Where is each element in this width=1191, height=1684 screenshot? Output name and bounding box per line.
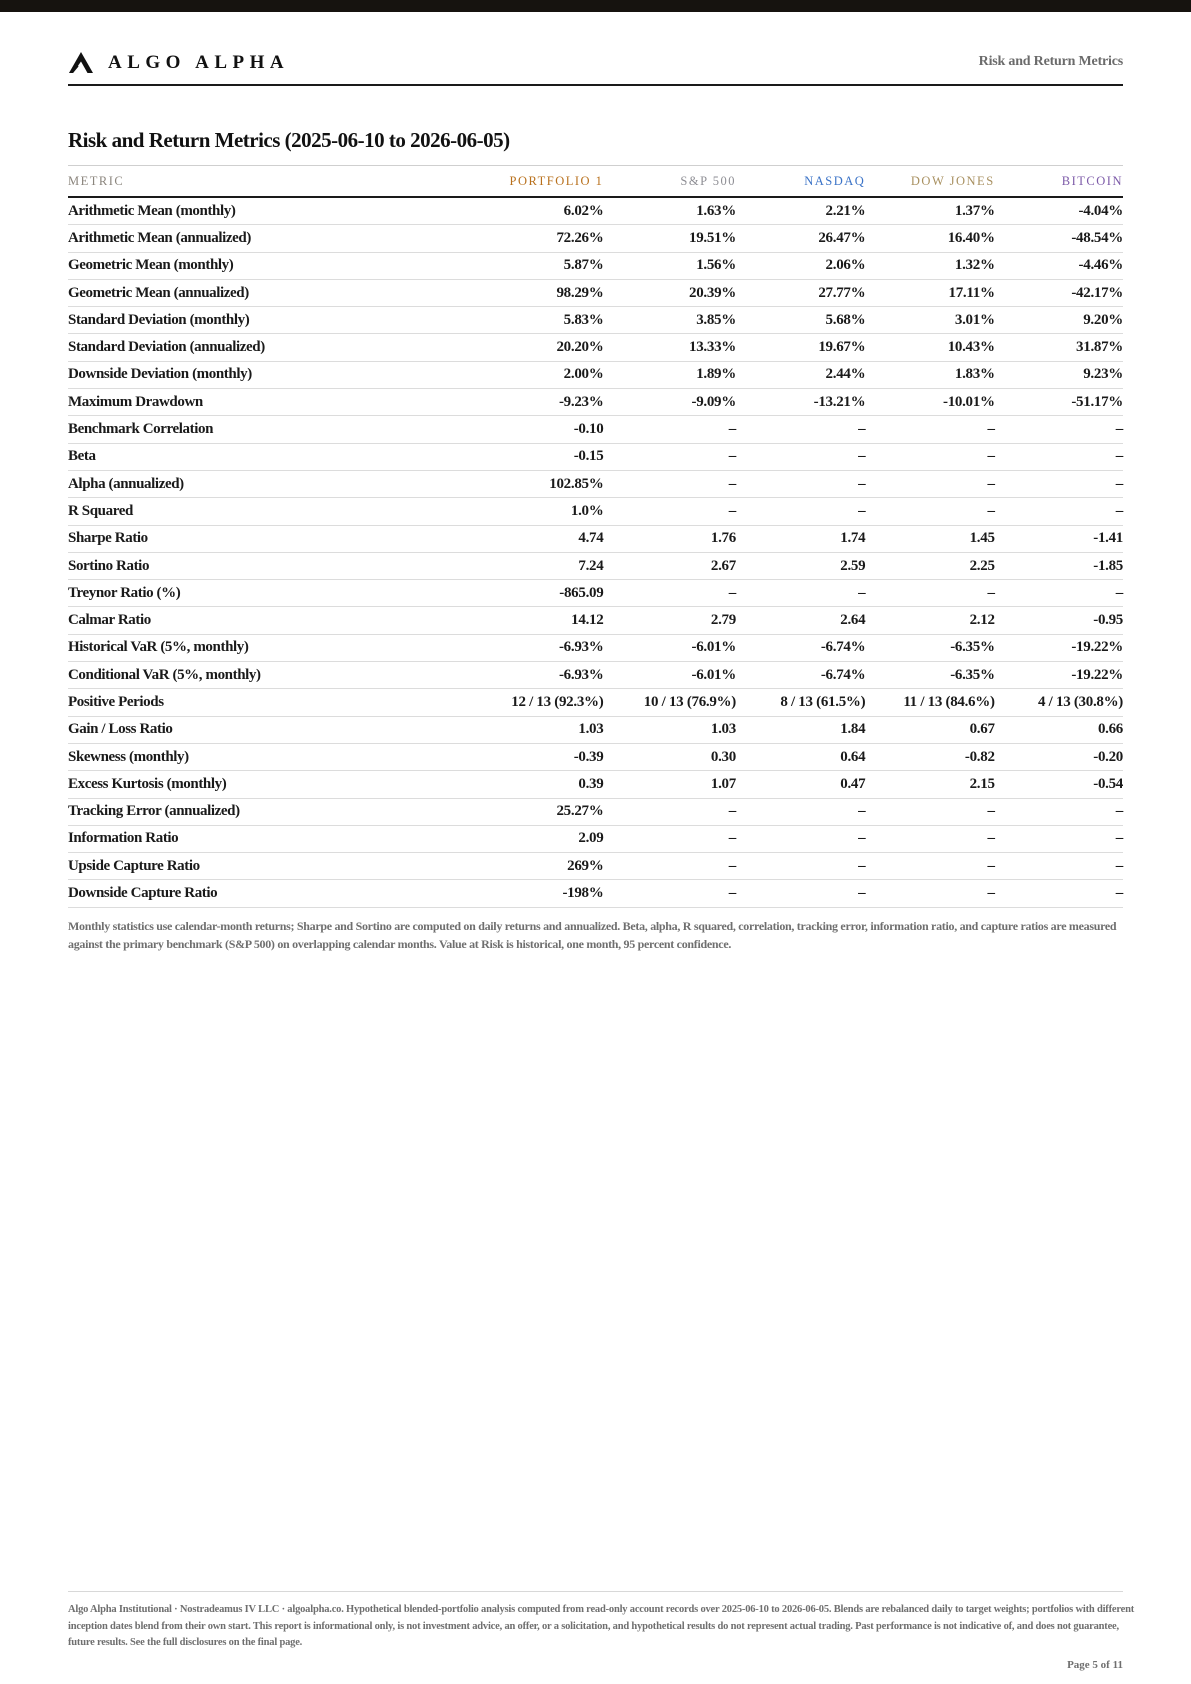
cell-dow-jones: – (865, 880, 994, 907)
metrics-table (68, 165, 1123, 908)
cell-bitcoin: -19.22% (995, 634, 1123, 661)
cell-bitcoin: -1.41 (995, 525, 1123, 552)
column-header-dow-jones: DOW JONES (865, 166, 994, 198)
cell-bitcoin: -51.17% (995, 389, 1123, 416)
cell-nasdaq: – (736, 825, 865, 852)
cell-sp500: 1.63% (603, 197, 736, 225)
cell-dow-jones: 1.45 (865, 525, 994, 552)
table-row (68, 307, 1123, 334)
metric-label: Sharpe Ratio (68, 525, 471, 552)
table-row (68, 225, 1123, 252)
cell-sp500: -9.09% (603, 389, 736, 416)
cell-portfolio-1: -0.39 (471, 743, 604, 770)
metric-label: Downside Deviation (monthly) (68, 361, 471, 388)
cell-bitcoin: 31.87% (995, 334, 1123, 361)
column-header-metric: METRIC (68, 166, 471, 198)
metric-label: Gain / Loss Ratio (68, 716, 471, 743)
cell-nasdaq: 8 / 13 (61.5%) (736, 689, 865, 716)
cell-dow-jones: 10.43% (865, 334, 994, 361)
table-row (68, 416, 1123, 443)
table-row (68, 798, 1123, 825)
cell-sp500: 2.79 (603, 607, 736, 634)
cell-sp500: – (603, 443, 736, 470)
cell-portfolio-1: 1.03 (471, 716, 604, 743)
metric-label: Alpha (annualized) (68, 470, 471, 497)
cell-bitcoin: – (995, 880, 1123, 907)
brand-logo (68, 50, 289, 76)
table-row (68, 197, 1123, 225)
cell-sp500: – (603, 416, 736, 443)
metric-label: Upside Capture Ratio (68, 853, 471, 880)
algo-alpha-logo-icon (68, 51, 94, 75)
metric-label: R Squared (68, 498, 471, 525)
cell-portfolio-1: 5.83% (471, 307, 604, 334)
metric-label: Skewness (monthly) (68, 743, 471, 770)
cell-dow-jones: – (865, 498, 994, 525)
cell-bitcoin: 0.66 (995, 716, 1123, 743)
table-row (68, 443, 1123, 470)
table-row (68, 361, 1123, 388)
metric-label: Treynor Ratio (%) (68, 580, 471, 607)
column-header-portfolio-1: PORTFOLIO 1 (471, 166, 604, 198)
cell-nasdaq: 1.84 (736, 716, 865, 743)
cell-bitcoin: -48.54% (995, 225, 1123, 252)
table-row (68, 470, 1123, 497)
cell-bitcoin: – (995, 416, 1123, 443)
table-row (68, 716, 1123, 743)
metric-label: Downside Capture Ratio (68, 880, 471, 907)
cell-portfolio-1: 2.09 (471, 825, 604, 852)
cell-sp500: 13.33% (603, 334, 736, 361)
table-row (68, 634, 1123, 661)
cell-portfolio-1: 0.39 (471, 771, 604, 798)
table-row (68, 552, 1123, 579)
cell-portfolio-1: 5.87% (471, 252, 604, 279)
table-row (68, 771, 1123, 798)
cell-bitcoin: 9.23% (995, 361, 1123, 388)
cell-nasdaq: 26.47% (736, 225, 865, 252)
table-row (68, 880, 1123, 907)
cell-nasdaq: – (736, 443, 865, 470)
cell-bitcoin: -0.54 (995, 771, 1123, 798)
cell-bitcoin: – (995, 443, 1123, 470)
metric-label: Maximum Drawdown (68, 389, 471, 416)
metric-label: Standard Deviation (monthly) (68, 307, 471, 334)
cell-portfolio-1: 98.29% (471, 279, 604, 306)
table-row (68, 525, 1123, 552)
cell-nasdaq: -13.21% (736, 389, 865, 416)
table-row (68, 825, 1123, 852)
footer-disclaimer: Algo Alpha Institutional · Nostradeamus IV LLC · algoalpha.co. Hypothetical blended-portfolio analysis computed from read-only account records over 2025-06-10 to 2026-06-05. Blends are rebalanced daily to target weights; portfolios with different inception dates blend from their own start. This report is informational only, is not investment advice, an offer, or a solicitation, and hypothetical results do not represent actual trading. Past performance is not indicative of, and does not guarantee, future results. See the full disclosures on the final page. (68, 1604, 1135, 1648)
cell-dow-jones: -10.01% (865, 389, 994, 416)
table-row (68, 689, 1123, 716)
cell-dow-jones: -6.35% (865, 662, 994, 689)
cell-nasdaq: 27.77% (736, 279, 865, 306)
cell-portfolio-1: 4.74 (471, 525, 604, 552)
cell-portfolio-1: 7.24 (471, 552, 604, 579)
cell-portfolio-1: 1.0% (471, 498, 604, 525)
cell-sp500: 1.76 (603, 525, 736, 552)
cell-portfolio-1: 20.20% (471, 334, 604, 361)
cell-nasdaq: 2.44% (736, 361, 865, 388)
metric-label: Positive Periods (68, 689, 471, 716)
cell-portfolio-1: 2.00% (471, 361, 604, 388)
table-row (68, 498, 1123, 525)
cell-bitcoin: – (995, 470, 1123, 497)
table-row (68, 252, 1123, 279)
cell-dow-jones: 0.67 (865, 716, 994, 743)
cell-dow-jones: – (865, 580, 994, 607)
table-row (68, 334, 1123, 361)
cell-dow-jones: – (865, 825, 994, 852)
cell-sp500: 1.03 (603, 716, 736, 743)
cell-nasdaq: -6.74% (736, 634, 865, 661)
cell-nasdaq: 2.64 (736, 607, 865, 634)
cell-sp500: 10 / 13 (76.9%) (603, 689, 736, 716)
cell-portfolio-1: 12 / 13 (92.3%) (471, 689, 604, 716)
footer-divider (68, 1591, 1123, 1592)
cell-dow-jones: -0.82 (865, 743, 994, 770)
cell-bitcoin: – (995, 580, 1123, 607)
header-section-title: Risk and Return Metrics (978, 54, 1123, 69)
cell-portfolio-1: 14.12 (471, 607, 604, 634)
cell-dow-jones: 1.37% (865, 197, 994, 225)
cell-nasdaq: – (736, 798, 865, 825)
cell-portfolio-1: -6.93% (471, 662, 604, 689)
cell-nasdaq: – (736, 416, 865, 443)
cell-dow-jones: – (865, 798, 994, 825)
cell-bitcoin: -1.85 (995, 552, 1123, 579)
cell-bitcoin: – (995, 798, 1123, 825)
metric-label: Excess Kurtosis (monthly) (68, 771, 471, 798)
cell-nasdaq: – (736, 880, 865, 907)
table-row (68, 389, 1123, 416)
cell-portfolio-1: -865.09 (471, 580, 604, 607)
table-row (68, 607, 1123, 634)
metric-label: Benchmark Correlation (68, 416, 471, 443)
cell-nasdaq: 2.59 (736, 552, 865, 579)
cell-nasdaq: -6.74% (736, 662, 865, 689)
cell-bitcoin: – (995, 825, 1123, 852)
cell-dow-jones: – (865, 416, 994, 443)
cell-nasdaq: 1.74 (736, 525, 865, 552)
cell-bitcoin: -4.04% (995, 197, 1123, 225)
table-row (68, 853, 1123, 880)
cell-portfolio-1: 102.85% (471, 470, 604, 497)
metric-label: Sortino Ratio (68, 552, 471, 579)
cell-bitcoin: 4 / 13 (30.8%) (995, 689, 1123, 716)
cell-sp500: 19.51% (603, 225, 736, 252)
table-header-row (68, 166, 1123, 198)
cell-nasdaq: – (736, 853, 865, 880)
table-row (68, 743, 1123, 770)
column-header-bitcoin: BITCOIN (995, 166, 1123, 198)
table-row (68, 580, 1123, 607)
cell-dow-jones: 2.15 (865, 771, 994, 798)
cell-nasdaq: 0.47 (736, 771, 865, 798)
metric-label: Geometric Mean (monthly) (68, 252, 471, 279)
cell-portfolio-1: -6.93% (471, 634, 604, 661)
metric-label: Conditional VaR (5%, monthly) (68, 662, 471, 689)
brand-name: ALGO ALPHA (108, 52, 290, 73)
cell-nasdaq: – (736, 580, 865, 607)
metrics-table-body (68, 197, 1123, 907)
cell-sp500: 1.89% (603, 361, 736, 388)
metric-label: Information Ratio (68, 825, 471, 852)
cell-nasdaq: 0.64 (736, 743, 865, 770)
cell-portfolio-1: -198% (471, 880, 604, 907)
top-bar (0, 0, 1191, 12)
cell-bitcoin: – (995, 853, 1123, 880)
cell-sp500: 0.30 (603, 743, 736, 770)
cell-bitcoin: 9.20% (995, 307, 1123, 334)
cell-dow-jones: 1.83% (865, 361, 994, 388)
cell-dow-jones: – (865, 470, 994, 497)
cell-sp500: 20.39% (603, 279, 736, 306)
cell-dow-jones: – (865, 853, 994, 880)
cell-dow-jones: 11 / 13 (84.6%) (865, 689, 994, 716)
cell-nasdaq: – (736, 470, 865, 497)
page-number: Page 5 of 11 (1067, 1659, 1123, 1671)
cell-sp500: – (603, 853, 736, 880)
cell-sp500: – (603, 580, 736, 607)
metric-label: Calmar Ratio (68, 607, 471, 634)
metric-label: Arithmetic Mean (annualized) (68, 225, 471, 252)
metric-label: Tracking Error (annualized) (68, 798, 471, 825)
cell-nasdaq: 19.67% (736, 334, 865, 361)
cell-bitcoin: -0.95 (995, 607, 1123, 634)
cell-nasdaq: – (736, 498, 865, 525)
cell-dow-jones: 2.25 (865, 552, 994, 579)
cell-sp500: -6.01% (603, 662, 736, 689)
cell-bitcoin: -42.17% (995, 279, 1123, 306)
cell-sp500: – (603, 798, 736, 825)
cell-dow-jones: 17.11% (865, 279, 994, 306)
cell-bitcoin: -4.46% (995, 252, 1123, 279)
cell-sp500: – (603, 470, 736, 497)
cell-portfolio-1: -0.15 (471, 443, 604, 470)
metric-label: Geometric Mean (annualized) (68, 279, 471, 306)
cell-bitcoin: -0.20 (995, 743, 1123, 770)
cell-sp500: – (603, 880, 736, 907)
metric-label: Beta (68, 443, 471, 470)
cell-dow-jones: -6.35% (865, 634, 994, 661)
methodology-note: Monthly statistics use calendar-month returns; Sharpe and Sortino are computed on daily returns and annualized. Beta, alpha, R squared, correlation, tracking error, information ratio, and capture ratios are measured against the primary benchmark (S&P 500) on overlapping calendar months. Value at Risk is historical, one month, 95 percent confidence. (68, 919, 1117, 951)
cell-portfolio-1: -0.10 (471, 416, 604, 443)
cell-dow-jones: 3.01% (865, 307, 994, 334)
cell-sp500: 1.07 (603, 771, 736, 798)
cell-dow-jones: 16.40% (865, 225, 994, 252)
cell-nasdaq: 5.68% (736, 307, 865, 334)
column-header-sp500: S&P 500 (603, 166, 736, 198)
table-row (68, 662, 1123, 689)
cell-portfolio-1: 25.27% (471, 798, 604, 825)
cell-sp500: 3.85% (603, 307, 736, 334)
cell-sp500: – (603, 825, 736, 852)
page-header (68, 48, 1123, 86)
cell-nasdaq: 2.21% (736, 197, 865, 225)
column-header-nasdaq: NASDAQ (736, 166, 865, 198)
cell-portfolio-1: 72.26% (471, 225, 604, 252)
cell-sp500: – (603, 498, 736, 525)
page-title: Risk and Return Metrics (2025-06-10 to 2026-06-05) (68, 128, 510, 152)
metric-label: Arithmetic Mean (monthly) (68, 197, 471, 225)
cell-sp500: -6.01% (603, 634, 736, 661)
cell-bitcoin: – (995, 498, 1123, 525)
cell-dow-jones: – (865, 443, 994, 470)
metric-label: Standard Deviation (annualized) (68, 334, 471, 361)
cell-nasdaq: 2.06% (736, 252, 865, 279)
cell-bitcoin: -19.22% (995, 662, 1123, 689)
table-row (68, 279, 1123, 306)
cell-dow-jones: 2.12 (865, 607, 994, 634)
cell-sp500: 1.56% (603, 252, 736, 279)
metric-label: Historical VaR (5%, monthly) (68, 634, 471, 661)
cell-dow-jones: 1.32% (865, 252, 994, 279)
cell-portfolio-1: 6.02% (471, 197, 604, 225)
cell-sp500: 2.67 (603, 552, 736, 579)
cell-portfolio-1: 269% (471, 853, 604, 880)
cell-portfolio-1: -9.23% (471, 389, 604, 416)
